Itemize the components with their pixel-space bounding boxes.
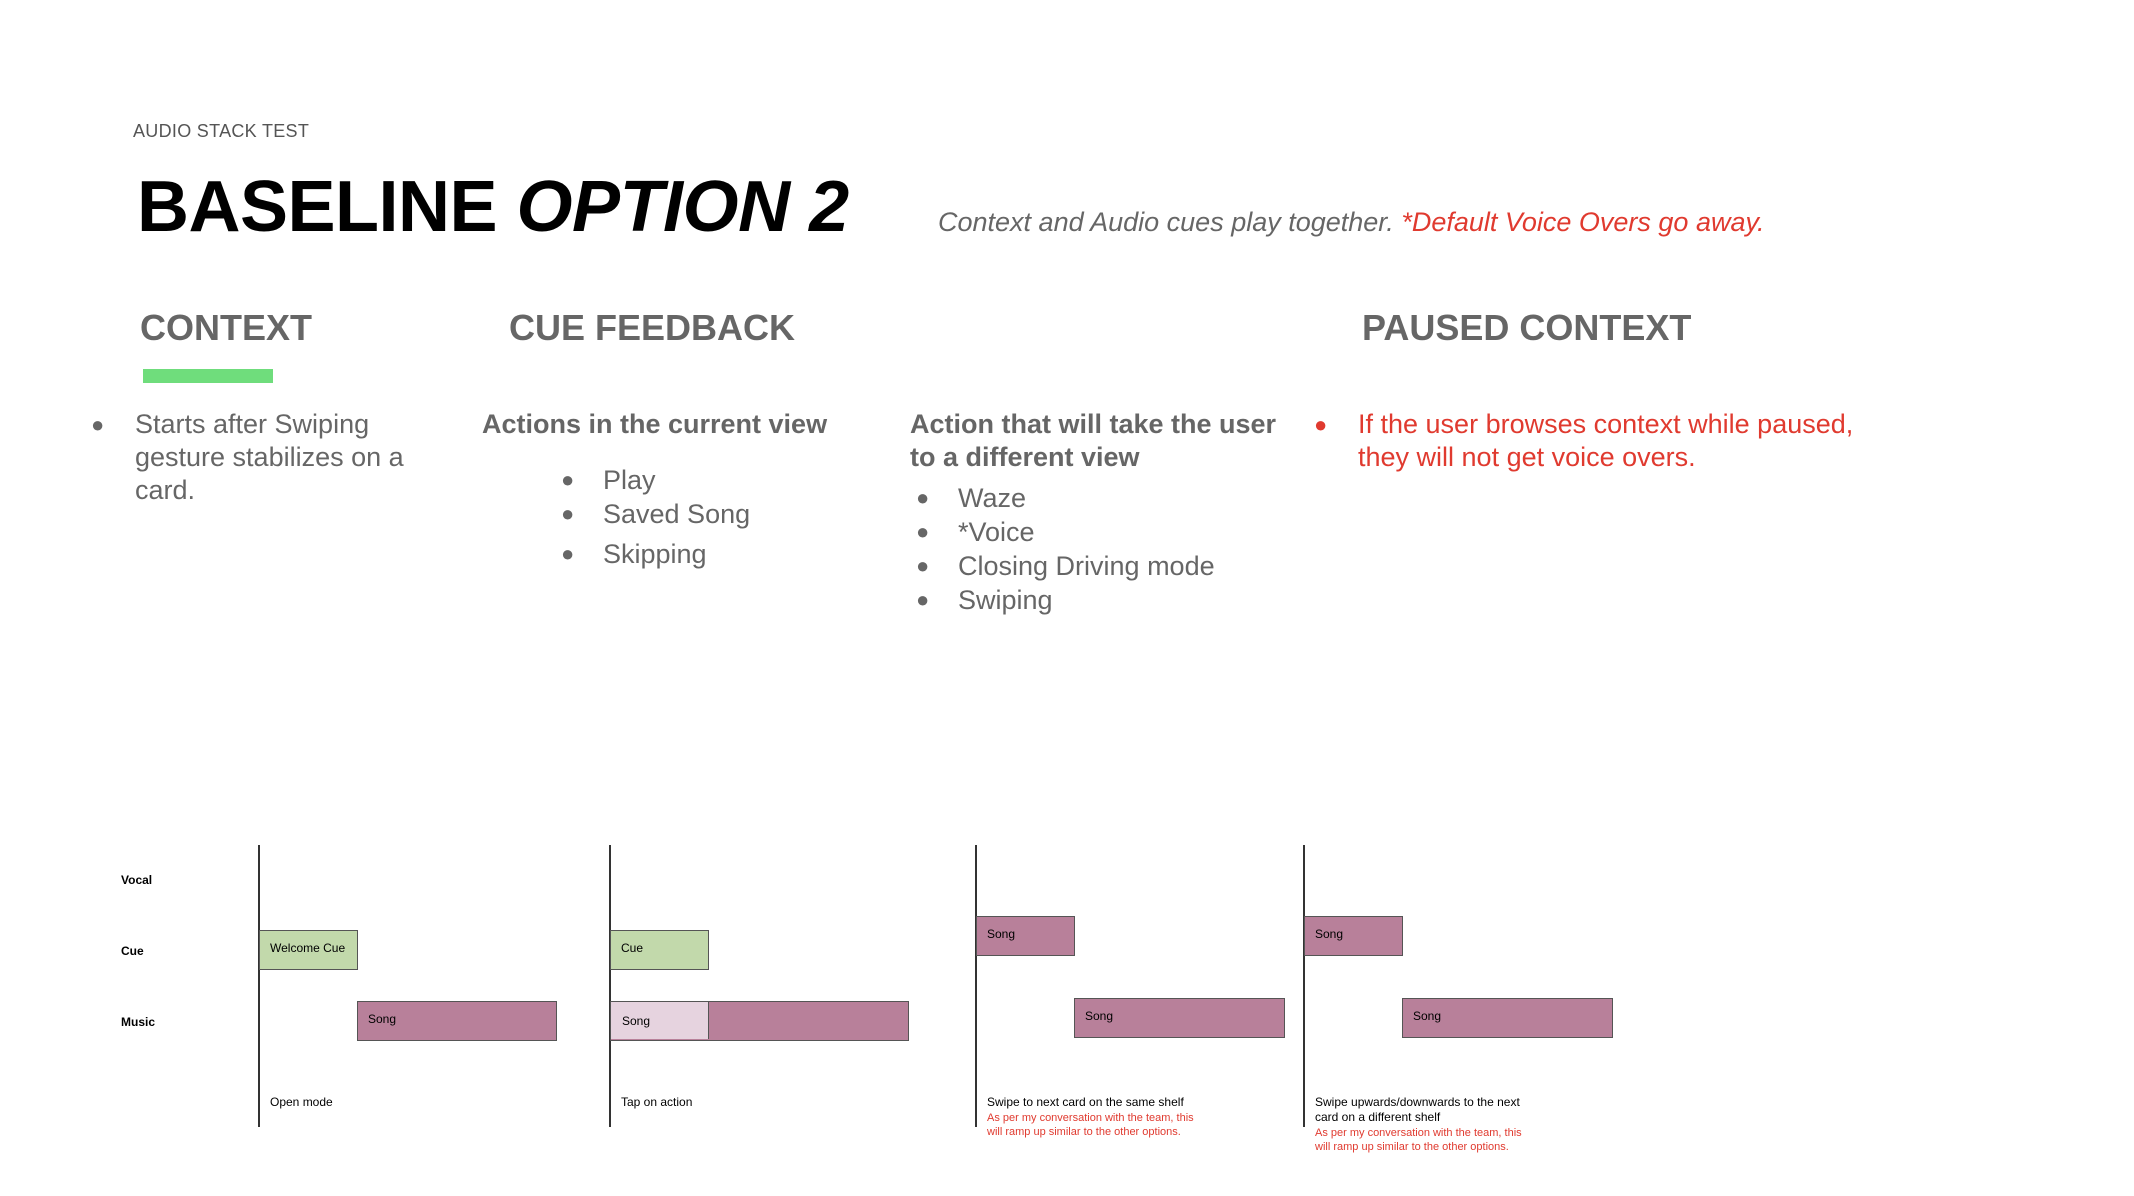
scenario-3-outgoing-song-bar: Song xyxy=(976,916,1075,956)
scenario-1-cue-bar: Welcome Cue xyxy=(259,930,358,970)
scenario-2-caption: Tap on action xyxy=(621,1095,693,1109)
scenario-3-caption: Swipe to next card on the same shelf xyxy=(987,1095,1184,1109)
tagline xyxy=(938,207,1764,238)
scenario-3-note: As per my conversation with the team, this will ramp up similar to the other options. xyxy=(987,1112,1194,1138)
scenario-1-caption: Open mode xyxy=(270,1095,333,1109)
bullet-icon: ● xyxy=(1314,412,1328,437)
scenario-2-timeline xyxy=(609,845,611,1127)
deck-subtitle: AUDIO STACK TEST xyxy=(133,121,310,141)
row-label-music: Music xyxy=(121,1015,156,1029)
list-item: ● *Voice xyxy=(916,517,1035,547)
scenario-4-outgoing-song-bar: Song xyxy=(1304,916,1403,956)
tagline-warning: *Default Voice Overs go away. xyxy=(1401,207,1765,237)
bullet-icon: ● xyxy=(916,519,930,544)
scenario-4-incoming-song-bar: Song xyxy=(1402,998,1613,1038)
row-label-cue: Cue xyxy=(121,944,144,958)
scenario-3-timeline xyxy=(975,845,977,1127)
scenario-2-song-bar xyxy=(610,1001,909,1041)
list-item: ● Closing Driving mode xyxy=(916,551,1215,581)
context-underline xyxy=(143,369,273,383)
scenario-2-song-ramp: Song xyxy=(611,1002,709,1039)
bullet-icon: ● xyxy=(561,501,575,526)
current-view-title: Actions in the current view xyxy=(482,409,828,439)
list-item: ● Play xyxy=(603,460,750,500)
current-view-list xyxy=(561,460,751,574)
context-heading: CONTEXT xyxy=(140,307,313,348)
list-item: ● Swiping xyxy=(916,585,1053,615)
bullet-icon: ● xyxy=(916,587,930,612)
bullet-icon: ● xyxy=(561,541,575,566)
paused-context-heading: PAUSED CONTEXT xyxy=(1362,307,1692,348)
title-main: BASELINE xyxy=(137,167,517,247)
list-item: ● Saved Song xyxy=(603,494,750,534)
list-item: ● Starts after Swiping gesture stabilizes on a card. xyxy=(91,409,404,505)
scenario-1-timeline xyxy=(258,845,260,1127)
bullet-icon: ● xyxy=(916,485,930,510)
different-view-title: Action that will take the user to a different view xyxy=(910,409,1277,472)
scenario-4-note: As per my conversation with the team, this will ramp up similar to the other options. xyxy=(1315,1127,1522,1153)
bullet-icon: ● xyxy=(916,553,930,578)
scenario-4-caption: Swipe upwards/downwards to the next card on a different shelf xyxy=(1315,1095,1520,1124)
scenario-1-song-bar: Song xyxy=(357,1001,557,1041)
list-item: ● Waze xyxy=(916,483,1027,513)
row-label-vocal: Vocal xyxy=(121,873,153,887)
tagline-text: Context and Audio cues play together. xyxy=(938,207,1402,237)
cue-feedback-heading: CUE FEEDBACK xyxy=(509,307,796,348)
page-title xyxy=(137,166,849,248)
title-option: OPTION 2 xyxy=(516,167,849,247)
context-list xyxy=(91,408,435,507)
paused-context-list xyxy=(1314,408,1898,474)
list-item: ● If the user browses context while paused, they will not get voice overs. xyxy=(1314,409,1854,472)
scenario-2-cue-bar: Cue xyxy=(610,930,709,970)
list-item: ● Skipping xyxy=(603,534,750,574)
bullet-icon: ● xyxy=(561,467,575,492)
scenario-3-incoming-song-bar: Song xyxy=(1074,998,1285,1038)
scenario-4-timeline xyxy=(1303,845,1305,1127)
bullet-icon: ● xyxy=(91,412,105,437)
different-view-list xyxy=(916,481,1215,617)
